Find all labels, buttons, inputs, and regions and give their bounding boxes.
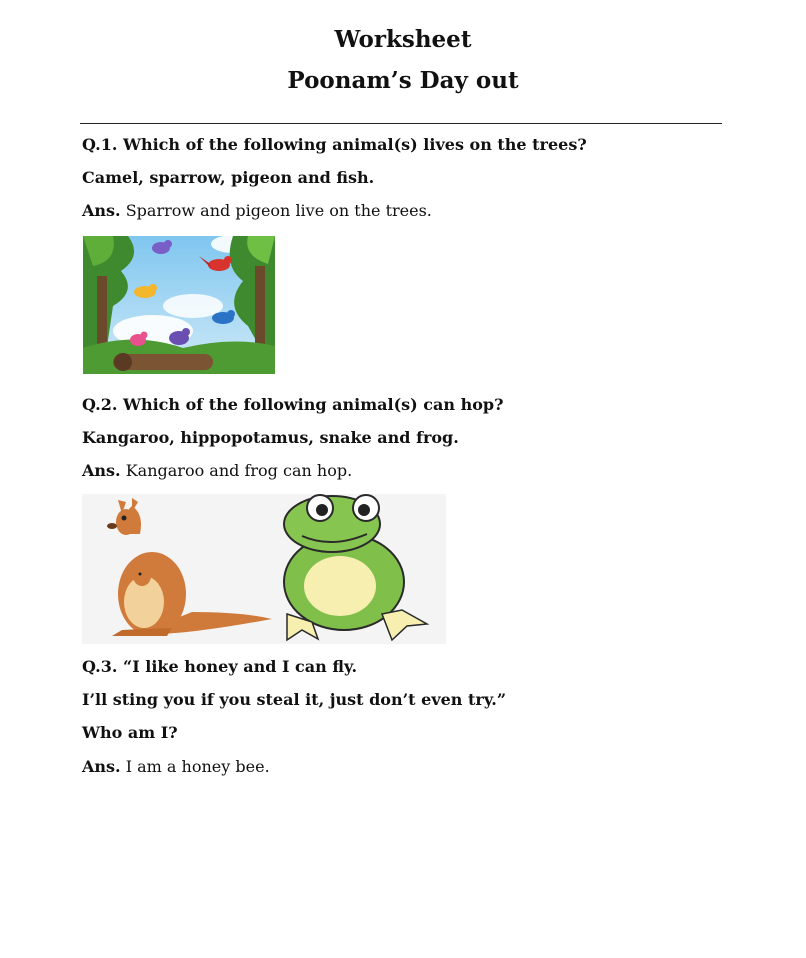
question-1-options: Camel, sparrow, pigeon and fish. [82, 168, 375, 187]
answer-label: Ans. [82, 757, 121, 776]
question-1-answer [82, 201, 432, 220]
question-1: Q.1. Which of the following animal(s) lives on the trees? [82, 135, 587, 154]
question-2: Q.2. Which of the following animal(s) can hop? [82, 395, 504, 414]
worksheet-title: Worksheet [334, 26, 472, 53]
question-3-line-2: I’ll sting you if you steal it, just don’t even try.” [82, 690, 507, 709]
answer-label: Ans. [82, 201, 121, 220]
answer-text: I am a honey bee. [125, 757, 270, 776]
question-3-line-1: Q.3. “I like honey and I can fly. [82, 657, 358, 676]
worksheet-subtitle: Poonam’s Day out [287, 67, 519, 94]
question-2-answer [82, 461, 352, 480]
answer-text: Kangaroo and frog can hop. [125, 461, 353, 480]
kangaroo-and-frog-image [82, 494, 446, 644]
answer-text: Sparrow and pigeon live on the trees. [125, 201, 432, 220]
birds-in-forest-image [83, 236, 275, 374]
answer-label: Ans. [82, 461, 121, 480]
question-3-line-3: Who am I? [82, 723, 178, 742]
question-2-options: Kangaroo, hippopotamus, snake and frog. [82, 428, 459, 447]
question-3-answer [82, 757, 270, 776]
header-divider [80, 123, 722, 124]
